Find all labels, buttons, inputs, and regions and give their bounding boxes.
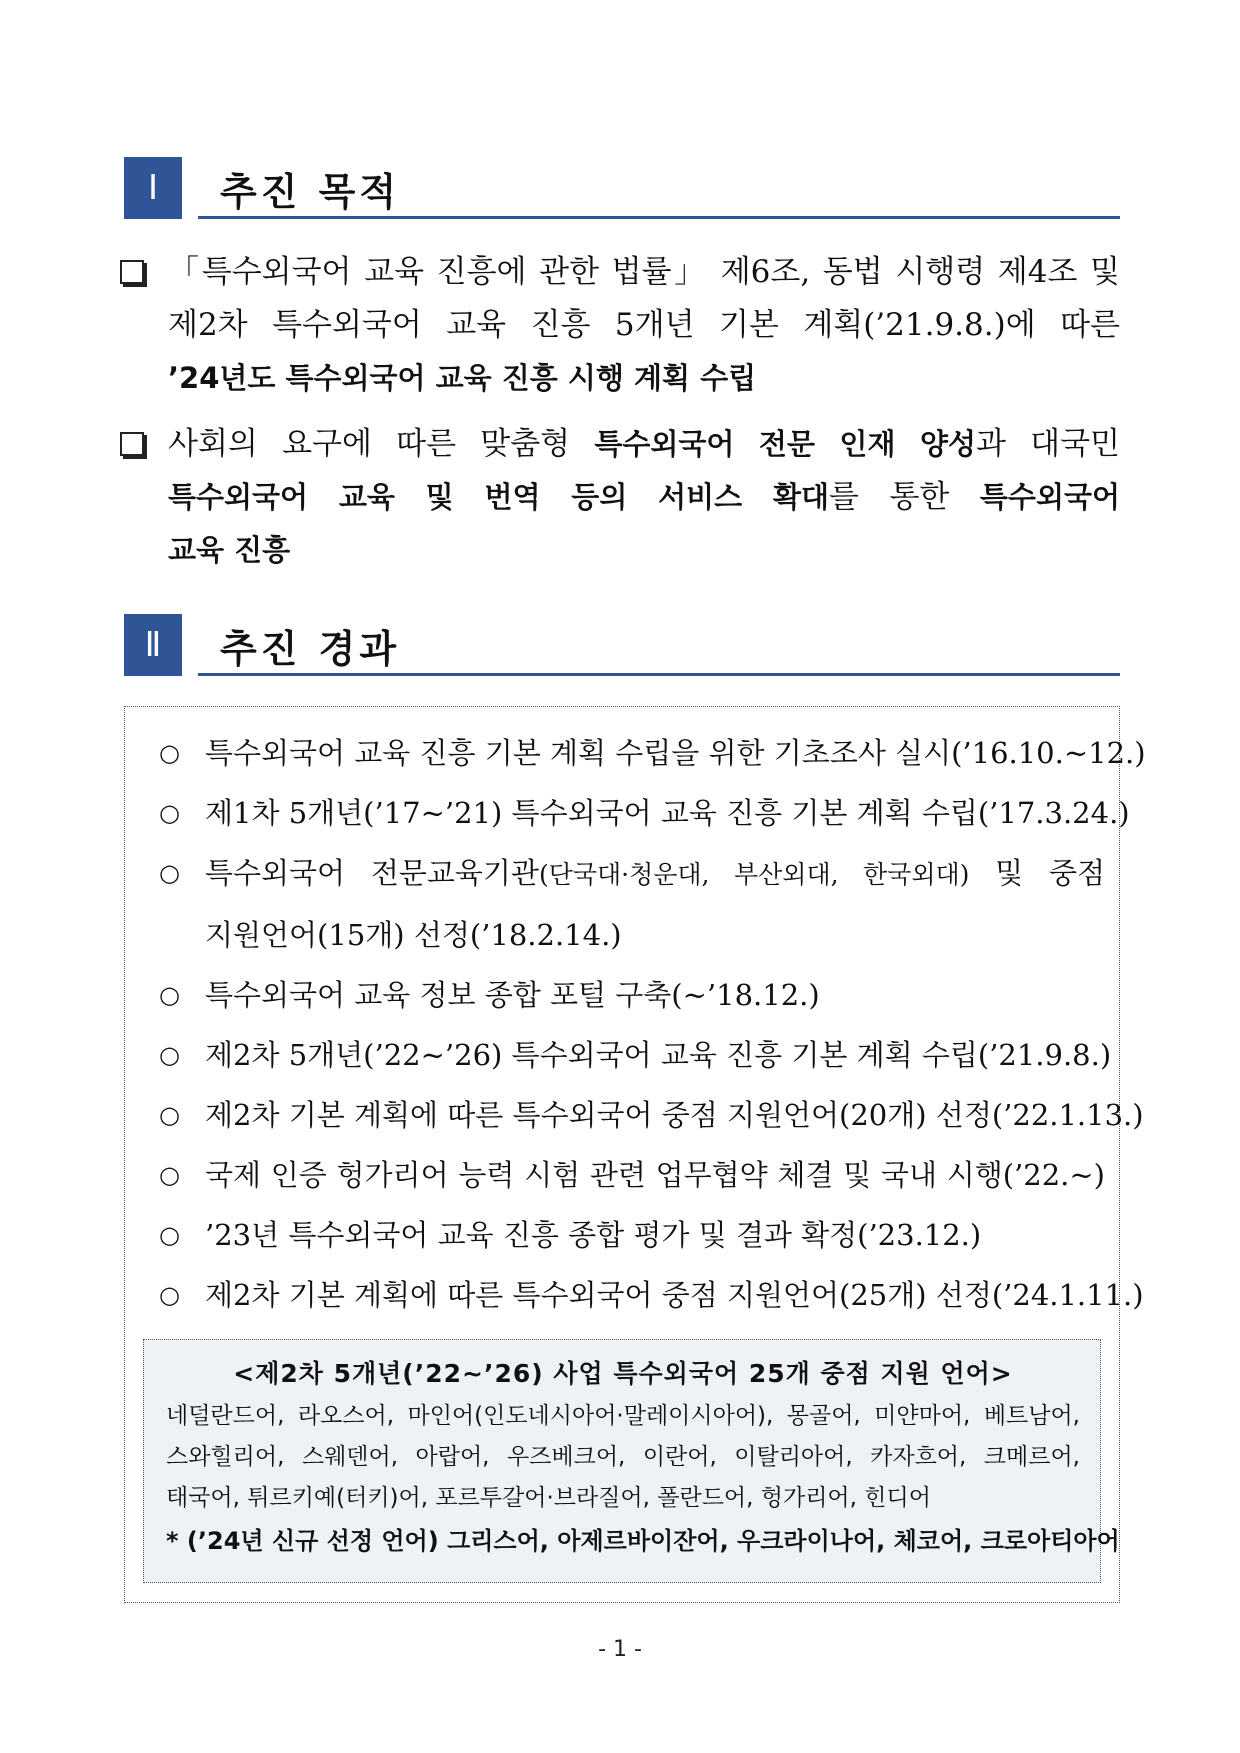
purpose-item-1-line-1: 「특수외국어 교육 진흥에 관한 법률」 제6조, 동법 시행령 제4조 및: [168, 254, 1120, 290]
section-2-title: 추진 경과: [220, 627, 401, 671]
progress-list: [159, 723, 1146, 1325]
section-2-header: [124, 614, 1120, 682]
purpose-item-2-line-3: 교육 진흥: [168, 533, 291, 567]
purpose-item-1: [118, 246, 1120, 405]
circle-bullet-icon: ○: [159, 739, 180, 767]
progress-item-line-1: [205, 843, 1105, 905]
progress-item-text: 특수외국어 교육 진흥 기본 계획 수립을 위한 기초조사 실시(’16.10.~12.): [205, 736, 1146, 770]
section-1-title: 추진 목적: [220, 170, 401, 214]
purpose-item-2: [118, 418, 1120, 577]
languages-line-3: 태국어, 튀르키예(터키)어, 포르투갈어·브라질어, 폴란드어, 헝가리어, 힌디어: [166, 1485, 931, 1511]
list-item: [159, 783, 1130, 843]
section-1-numeral: Ⅰ: [124, 157, 182, 219]
languages-box-title: <제2차 5개년(’22~’26) 사업 특수외국어 25개 중점 지원 언어>: [233, 1359, 1013, 1388]
list-item: [159, 723, 1146, 783]
progress-item-text: 및 중점: [969, 856, 1106, 890]
progress-item-text: 특수외국어 교육 정보 종합 포털 구축(~’18.12.): [205, 978, 820, 1012]
circle-bullet-icon: ○: [159, 1281, 180, 1309]
progress-item-line-2: 지원언어(15개) 선정(’18.2.14.): [205, 918, 622, 952]
progress-item-text: 제2차 5개년(’22∼’26) 특수외국어 교육 진흥 기본 계획 수립(’21.9.8.): [205, 1038, 1112, 1072]
list-item: [159, 1025, 1112, 1085]
list-item: [159, 1085, 1144, 1145]
purpose-item-2-bold: 특수외국어 전문 인재 양성: [594, 427, 976, 461]
progress-item-text: 특수외국어 전문교육기관: [205, 856, 539, 890]
progress-item-text: ’23년 특수외국어 교육 진흥 종합 평가 및 결과 확정(’23.12.): [205, 1218, 982, 1252]
section-1-rule: [198, 216, 1120, 219]
checkbox-square-icon: [120, 432, 144, 456]
progress-item-text: 제2차 기본 계획에 따른 특수외국어 중점 지원언어(25개) 선정(’24.1.11.): [205, 1278, 1144, 1312]
list-item: [159, 843, 1105, 965]
list-item: [159, 1145, 1105, 1205]
purpose-item-2-line-2: [168, 471, 1120, 524]
progress-item-text: 제1차 5개년(’17∼’21) 특수외국어 교육 진흥 기본 계획 수립(’17.3.24.): [205, 796, 1130, 830]
checkbox-square-icon: [120, 260, 144, 284]
circle-bullet-icon: ○: [159, 1041, 180, 1069]
progress-item-institutions: (단국대·청운대, 부산외대, 한국외대): [538, 860, 970, 889]
purpose-item-2-bold: 특수외국어: [979, 480, 1120, 514]
page-number: - 1 -: [598, 1637, 642, 1662]
circle-bullet-icon: ○: [159, 981, 180, 1009]
languages-line-1: 네덜란드어, 라오스어, 마인어(인도네시아어·말레이시아어), 몽골어, 미얀마어, 베트남어,: [166, 1403, 1080, 1429]
section-2-numeral: Ⅱ: [124, 614, 182, 676]
section-2-rule: [198, 673, 1120, 676]
circle-bullet-icon: ○: [159, 1101, 180, 1129]
section-1-header: [124, 157, 1120, 225]
purpose-item-2-text: 사회의 요구에 따른 맞춤형: [168, 426, 595, 462]
list-item: [159, 1205, 1105, 1265]
circle-bullet-icon: ○: [159, 1221, 180, 1249]
languages-new-note: * (’24년 신규 선정 언어) 그리스어, 아제르바이잔어, 우크라이나어, 체코어, 크로아티아어: [166, 1527, 1120, 1555]
progress-item-text: 국제 인증 헝가리어 능력 시험 관련 업무협약 체결 및 국내 시행(’22.~): [205, 1158, 1105, 1192]
circle-bullet-icon: ○: [159, 799, 180, 827]
purpose-item-2-text: 과 대국민: [975, 426, 1121, 462]
languages-box: [143, 1339, 1120, 1583]
progress-item-text: 제2차 기본 계획에 따른 특수외국어 중점 지원언어(20개) 선정(’22.1.13.): [205, 1098, 1144, 1132]
purpose-item-2-bold: 특수외국어 교육 및 번역 등의 서비스 확대: [168, 480, 829, 514]
circle-bullet-icon: ○: [159, 1161, 180, 1189]
progress-box: [124, 706, 1146, 1603]
circle-bullet-icon: ○: [159, 859, 180, 887]
list-item: [159, 1265, 1144, 1325]
purpose-item-1-line-2: 제2차 특수외국어 교육 진흥 5개년 기본 계획(’21.9.8.)에 따른: [168, 307, 1120, 343]
purpose-item-1-bold-line: ’24년도 특수외국어 교육 진흥 시행 계획 수립: [168, 361, 757, 395]
languages-line-2: 스와힐리어, 스웨덴어, 아랍어, 우즈베크어, 이란어, 이탈리아어, 카자흐어, 크메르어,: [166, 1444, 1080, 1470]
purpose-item-2-line-1: [168, 418, 1120, 471]
list-item: [159, 965, 1105, 1025]
purpose-item-2-text: 를 통한: [828, 479, 980, 515]
